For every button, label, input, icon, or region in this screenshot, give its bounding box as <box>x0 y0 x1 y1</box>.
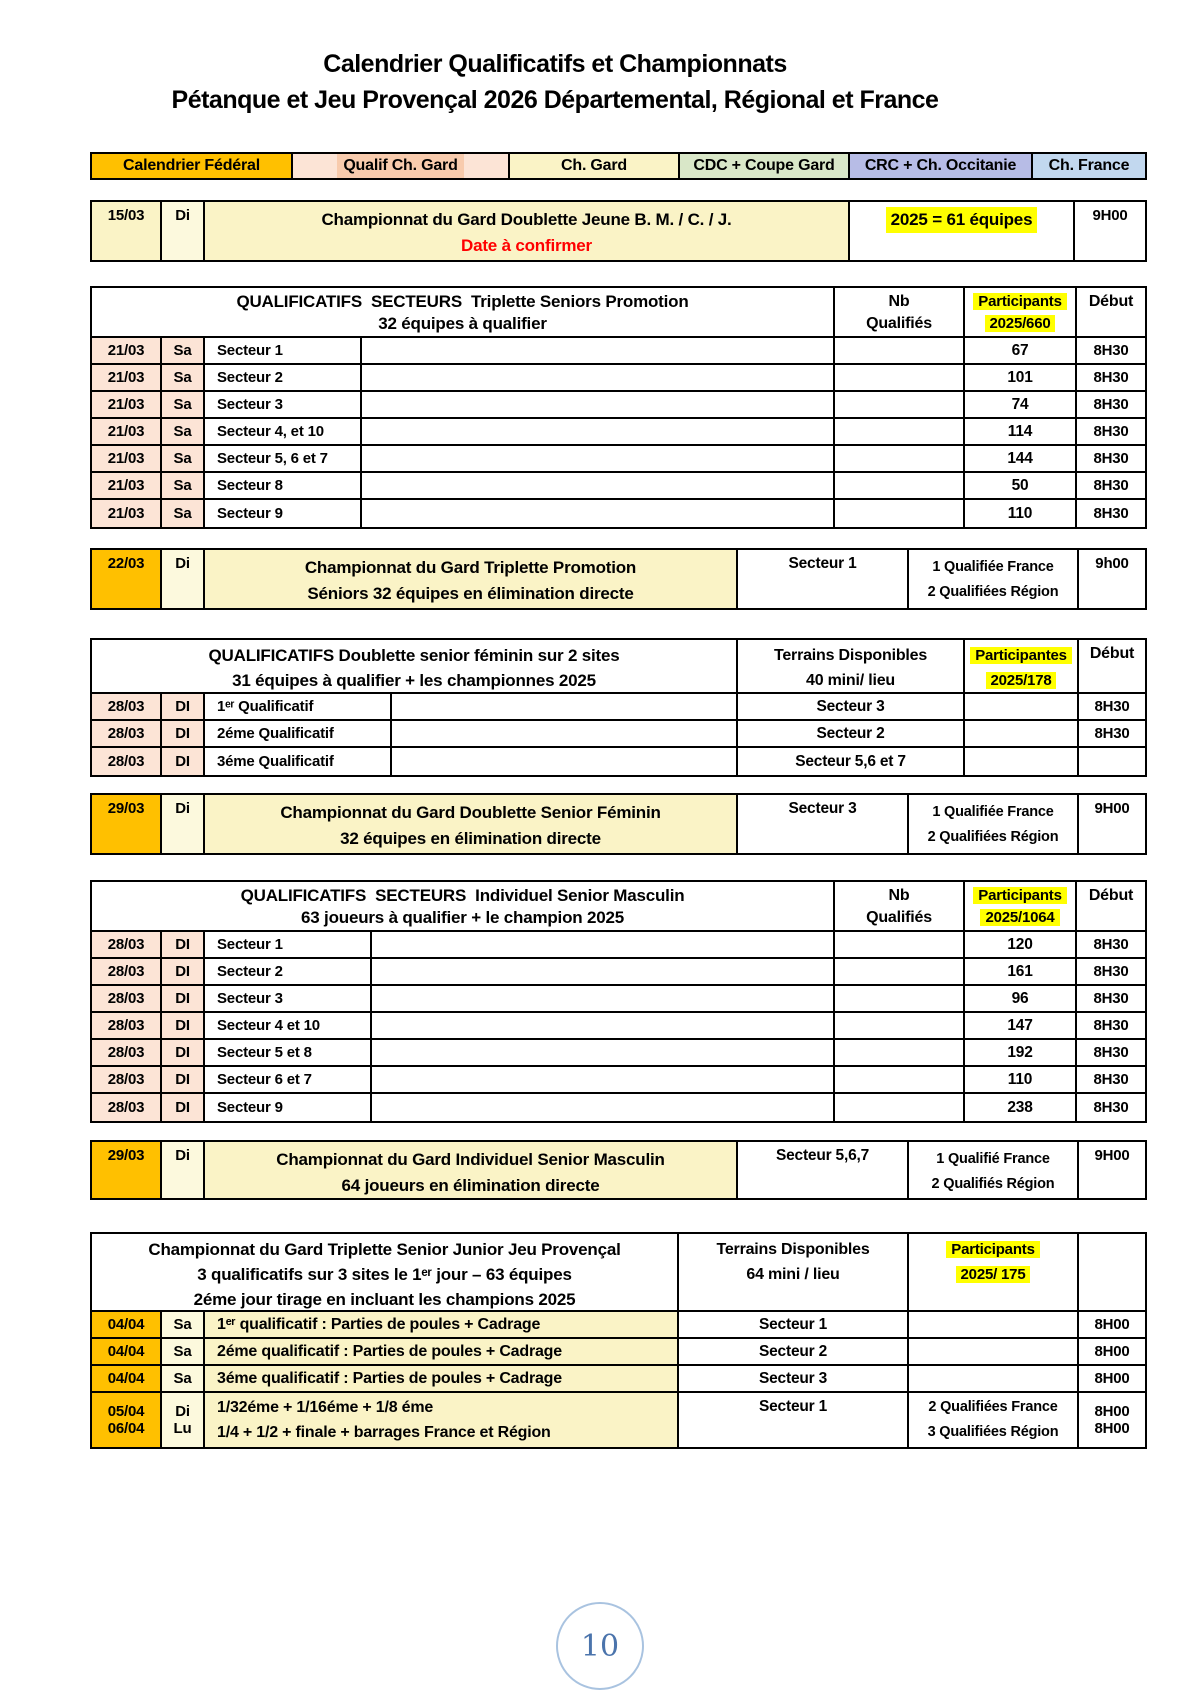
table-row <box>92 1013 1145 1040</box>
table-qualificatifs-individuel-masculin <box>90 880 1147 1123</box>
participants-count: 2025/178 <box>986 672 1057 689</box>
participants-value: 110 <box>965 1067 1077 1092</box>
table-row <box>92 1040 1145 1067</box>
event-qualif-line2: 2 Qualifiés Région <box>931 1176 1055 1192</box>
event-qualif-line2: 2 Qualifiées Région <box>927 584 1059 600</box>
nb-qualifies-cell <box>835 419 965 444</box>
event-secteur: Secteur 1 <box>738 550 909 608</box>
nb-qualifies-header <box>835 882 965 930</box>
table-row <box>92 694 1145 721</box>
table-header-row <box>92 640 1145 694</box>
participants-value: 238 <box>965 1094 1077 1121</box>
event-date: 29/03 <box>92 795 162 853</box>
nb-qualifies-cell <box>835 446 965 471</box>
debut-header: Début <box>1089 645 1135 662</box>
row-dates <box>92 1393 162 1447</box>
row-start-time: 8H30 <box>1093 423 1129 440</box>
table-triplette-senior-junior-jeu-provencal <box>90 1232 1147 1449</box>
event-day: Di <box>162 1142 205 1198</box>
table-row-finals <box>92 1393 1145 1447</box>
row-secteur: Secteur 2 <box>679 1339 909 1364</box>
row-qualificatif-label: 3éme qualificatif : Parties de poules + Cadrage <box>205 1366 679 1391</box>
row-date: 28/03 <box>92 1013 162 1038</box>
participants-label-wrap <box>973 291 1066 313</box>
nb-qualifies-header <box>835 288 965 336</box>
event-row-doublette-jeune <box>90 200 1147 262</box>
participants-value: 192 <box>965 1040 1077 1065</box>
event-start-time: 9H00 <box>1094 1147 1130 1164</box>
table-title-line1: Championnat du Gard Triplette Senior Junior Jeu Provençal <box>148 1240 621 1259</box>
event-participants-note: 2025 = 61 équipes <box>886 207 1038 233</box>
row-secteur-label: Secteur 6 et 7 <box>205 1067 372 1092</box>
terrains-line1: Terrains Disponibles <box>716 1241 870 1258</box>
participants-value: 74 <box>965 392 1077 417</box>
table-title-cell <box>92 640 738 692</box>
row-start-time: 8H30 <box>1093 936 1129 953</box>
legend-calendrier-federal: Calendrier Fédéral <box>92 154 293 178</box>
event-title-cell <box>205 550 738 608</box>
row-date: 28/03 <box>92 986 162 1011</box>
row-day: Sa <box>162 473 205 498</box>
participants-value: 147 <box>965 1013 1077 1038</box>
row-finals-label <box>205 1393 679 1447</box>
row-secteur: Secteur 2 <box>738 721 965 746</box>
event-start-time: 9H00 <box>1094 800 1130 817</box>
table-title-line1: QUALIFICATIFS SECTEURS Triplette Seniors Promotion <box>236 292 689 311</box>
qualif-line2: 3 Qualifiées Région <box>927 1424 1059 1440</box>
document-title <box>0 46 1110 118</box>
row-date: 28/03 <box>92 932 162 957</box>
title-line-2: Pétanque et Jeu Provençal 2026 Départemental, Régional et France <box>171 86 939 114</box>
terrains-line1: Terrains Disponibles <box>773 647 928 664</box>
table-qualificatifs-triplette-seniors-promotion <box>90 286 1147 529</box>
table-qualificatifs-doublette-feminin <box>90 638 1147 777</box>
qualifies-cell <box>909 1393 1079 1447</box>
participants-count-wrap <box>956 1262 1031 1287</box>
participants-label: Participants <box>946 1241 1039 1258</box>
event-day: Di <box>162 202 205 260</box>
event-date: 15/03 <box>92 202 162 260</box>
qualifies-cell <box>909 1366 1079 1391</box>
table-row <box>92 932 1145 959</box>
empty-cell <box>392 694 738 719</box>
participants-value: 101 <box>965 365 1077 390</box>
row-day: Sa <box>162 446 205 471</box>
table-row <box>92 1366 1145 1393</box>
event-day: Di <box>162 795 205 853</box>
event-row-individuel-senior-masculin <box>90 1140 1147 1200</box>
row-date: 21/03 <box>92 365 162 390</box>
participants-value: 120 <box>965 932 1077 957</box>
qualifies-cell <box>909 1312 1079 1337</box>
row-secteur-label: Secteur 3 <box>205 986 372 1011</box>
table-title-cell <box>92 1234 679 1310</box>
nb-qualifies-cell <box>835 959 965 984</box>
participants-cell <box>965 721 1079 746</box>
row-day: DI <box>162 748 205 775</box>
event-date: 29/03 <box>92 1142 162 1198</box>
row-start-time: 8H30 <box>1093 963 1129 980</box>
participants-count: 2025/ 175 <box>956 1266 1031 1283</box>
row-start-time: 8H30 <box>1093 1017 1129 1034</box>
event-title-line2: 32 équipes en élimination directe <box>340 829 601 848</box>
row-date: 28/03 <box>92 1067 162 1092</box>
row-start-time: 8H30 <box>1094 698 1130 715</box>
nb-header-line1: Nb <box>888 887 910 904</box>
table-title-line2: 63 joueurs à qualifier + le champion 2025 <box>301 908 624 927</box>
table-row <box>92 392 1145 419</box>
table-header-row <box>92 882 1145 932</box>
legend-qualif-ch-gard <box>293 154 510 178</box>
row-date-line1: 05/04 <box>107 1403 145 1420</box>
row-secteur-label: Secteur 5 et 8 <box>205 1040 372 1065</box>
nb-qualifies-cell <box>835 392 965 417</box>
nb-qualifies-cell <box>835 1013 965 1038</box>
row-date: 28/03 <box>92 748 162 775</box>
empty-cell <box>362 365 835 390</box>
participants-label: Participants <box>973 293 1066 310</box>
table-title-line3: 2éme jour tirage en incluant les champions 2025 <box>193 1290 576 1309</box>
table-row <box>92 1067 1145 1094</box>
event-row-doublette-senior-feminin <box>90 793 1147 855</box>
participants-value: 161 <box>965 959 1077 984</box>
row-secteur-label: Secteur 9 <box>205 500 362 527</box>
empty-cell <box>372 986 835 1011</box>
row-start-time: 8H30 <box>1094 725 1130 742</box>
row-start-time: 8H30 <box>1093 369 1129 386</box>
event-qualifies-cell <box>909 795 1079 853</box>
row-day: DI <box>162 1040 205 1065</box>
row-day: Sa <box>162 338 205 363</box>
participants-count-wrap <box>980 907 1059 929</box>
nb-qualifies-cell <box>835 500 965 527</box>
event-title-cell <box>205 795 738 853</box>
table-header-row <box>92 1234 1145 1312</box>
participants-value: 110 <box>965 500 1077 527</box>
participants-header <box>965 288 1077 336</box>
legend-crc-ch-occitanie: CRC + Ch. Occitanie <box>850 154 1033 178</box>
finals-label-line2: 1/4 + 1/2 + finale + barrages France et Région <box>217 1424 551 1441</box>
legend-cdc-coupe-gard: CDC + Coupe Gard <box>680 154 850 178</box>
participants-cell <box>965 748 1079 775</box>
legend-qualif-ch-gard-label: Qualif Ch. Gard <box>337 154 463 178</box>
debut-header: Début <box>1088 887 1134 904</box>
row-date: 04/04 <box>92 1312 162 1337</box>
nb-header-line2: Qualifiés <box>866 315 932 332</box>
row-date: 21/03 <box>92 500 162 527</box>
row-days <box>162 1393 205 1447</box>
terrains-header <box>738 640 965 692</box>
row-date: 21/03 <box>92 473 162 498</box>
event-start-time: 9h00 <box>1095 555 1129 572</box>
empty-cell <box>372 1067 835 1092</box>
participants-label-wrap <box>973 885 1066 907</box>
event-title-cell <box>205 1142 738 1198</box>
table-row <box>92 1339 1145 1366</box>
row-day: Sa <box>162 1312 205 1337</box>
row-start-time: 8H30 <box>1093 990 1129 1007</box>
row-start-time: 8H00 <box>1094 1370 1130 1387</box>
row-date: 21/03 <box>92 419 162 444</box>
terrains-header <box>679 1234 909 1310</box>
row-day: Sa <box>162 500 205 527</box>
row-start-time: 8H00 <box>1094 1343 1130 1360</box>
nb-qualifies-cell <box>835 1040 965 1065</box>
empty-cell <box>362 392 835 417</box>
table-row <box>92 446 1145 473</box>
row-date: 21/03 <box>92 338 162 363</box>
row-qualificatif-label: 2éme qualificatif : Parties de poules + Cadrage <box>205 1339 679 1364</box>
row-secteur-label: Secteur 2 <box>205 959 372 984</box>
table-title-line2: 31 équipes à qualifier + les championnes 2025 <box>232 671 596 690</box>
table-title-cell <box>92 882 835 930</box>
time-line2: 8H00 <box>1094 1420 1130 1437</box>
empty-cell <box>392 721 738 746</box>
finals-label-line1: 1/32éme + 1/16éme + 1/8 éme <box>217 1399 434 1416</box>
row-start-time: 8H30 <box>1093 1099 1129 1116</box>
nb-qualifies-cell <box>835 338 965 363</box>
participants-header <box>909 1234 1079 1310</box>
participants-label: Participants <box>973 887 1066 904</box>
row-qualificatif-label: 3éme Qualificatif <box>205 748 392 775</box>
row-qualificatif-label: 1ᵉʳ Qualificatif <box>205 694 392 719</box>
row-date: 04/04 <box>92 1366 162 1391</box>
nb-qualifies-cell <box>835 365 965 390</box>
title-line-1: Calendrier Qualificatifs et Championnats <box>323 50 787 78</box>
row-day-line2: Lu <box>173 1420 192 1437</box>
nb-qualifies-cell <box>835 986 965 1011</box>
empty-cell <box>362 446 835 471</box>
event-secteur: Secteur 3 <box>738 795 909 853</box>
row-secteur-label: Secteur 4 et 10 <box>205 1013 372 1038</box>
table-row <box>92 721 1145 748</box>
event-day: Di <box>162 550 205 608</box>
row-date: 21/03 <box>92 446 162 471</box>
legend-ch-france: Ch. France <box>1033 154 1145 178</box>
nb-header-line2: Qualifiés <box>866 909 932 926</box>
row-day: DI <box>162 1067 205 1092</box>
table-row <box>92 500 1145 527</box>
table-title-line1: QUALIFICATIFS SECTEURS Individuel Senior Masculin <box>240 886 685 905</box>
participants-header <box>965 882 1077 930</box>
row-date: 28/03 <box>92 694 162 719</box>
row-secteur-label: Secteur 1 <box>205 338 362 363</box>
table-row <box>92 1312 1145 1339</box>
row-start-time: 8H30 <box>1093 396 1129 413</box>
participants-count-wrap <box>985 313 1056 335</box>
event-secteur: Secteur 5,6,7 <box>738 1142 909 1198</box>
table-row <box>92 338 1145 365</box>
row-secteur: Secteur 3 <box>679 1366 909 1391</box>
event-qualif-line1: 1 Qualifiée France <box>932 804 1054 820</box>
row-day: Sa <box>162 419 205 444</box>
event-participants-note-cell <box>850 202 1075 260</box>
table-row <box>92 365 1145 392</box>
empty-cell <box>362 473 835 498</box>
nb-qualifies-cell <box>835 932 965 957</box>
event-qualif-line2: 2 Qualifiées Région <box>927 829 1059 845</box>
legend-ch-gard: Ch. Gard <box>510 154 680 178</box>
row-secteur-label: Secteur 9 <box>205 1094 372 1121</box>
legend-bar <box>90 152 1147 180</box>
event-row-triplette-promotion <box>90 548 1147 610</box>
page-number: 10 <box>580 1628 620 1664</box>
row-secteur-label: Secteur 8 <box>205 473 362 498</box>
empty-cell <box>362 338 835 363</box>
table-row <box>92 986 1145 1013</box>
row-qualificatif-label: 1ᵉʳ qualificatif : Parties de poules + Cadrage <box>205 1312 679 1337</box>
table-row <box>92 959 1145 986</box>
row-secteur-label: Secteur 5, 6 et 7 <box>205 446 362 471</box>
participants-count-wrap <box>986 668 1057 692</box>
event-date: 22/03 <box>92 550 162 608</box>
participants-header <box>965 640 1079 692</box>
terrains-line2: 64 mini / lieu <box>746 1266 840 1283</box>
row-date: 28/03 <box>92 959 162 984</box>
empty-cell <box>362 419 835 444</box>
qualif-line1: 2 Qualifiées France <box>928 1399 1058 1415</box>
row-start-time <box>1079 748 1145 775</box>
row-secteur: Secteur 5,6 et 7 <box>738 748 965 775</box>
row-day: DI <box>162 1094 205 1121</box>
table-row <box>92 419 1145 446</box>
event-title-line1: Championnat du Gard Doublette Jeune B. M. / C. / J. <box>321 210 732 229</box>
debut-header: Début <box>1088 293 1134 310</box>
table-row <box>92 748 1145 775</box>
row-date: 28/03 <box>92 721 162 746</box>
row-secteur: Secteur 3 <box>738 694 965 719</box>
event-title-line2: 64 joueurs en élimination directe <box>341 1176 600 1195</box>
participants-count: 2025/660 <box>985 315 1056 332</box>
empty-cell <box>372 1013 835 1038</box>
row-secteur-label: Secteur 3 <box>205 392 362 417</box>
row-day: DI <box>162 1013 205 1038</box>
row-day: DI <box>162 986 205 1011</box>
row-start-time: 8H30 <box>1093 342 1129 359</box>
event-title-line2: Séniors 32 équipes en élimination directe <box>307 584 634 603</box>
row-start-time: 8H30 <box>1093 1071 1129 1088</box>
row-secteur-label: Secteur 1 <box>205 932 372 957</box>
row-day: Sa <box>162 1366 205 1391</box>
event-date-a-confirmer: Date à confirmer <box>461 236 592 255</box>
table-title-line1: QUALIFICATIFS Doublette senior féminin sur 2 sites <box>208 646 620 665</box>
participants-count: 2025/1064 <box>980 909 1059 926</box>
qualifies-cell <box>909 1339 1079 1364</box>
event-qualif-line1: 1 Qualifié France <box>936 1151 1050 1167</box>
empty-cell <box>372 932 835 957</box>
event-qualif-line1: 1 Qualifiée France <box>932 559 1054 575</box>
row-qualificatif-label: 2éme Qualificatif <box>205 721 392 746</box>
table-row <box>92 473 1145 500</box>
row-start-time: 8H00 <box>1094 1316 1130 1333</box>
row-day: DI <box>162 959 205 984</box>
event-title-line1: Championnat du Gard Doublette Senior Féminin <box>280 803 661 822</box>
row-start-times <box>1079 1393 1145 1447</box>
row-secteur: Secteur 1 <box>679 1312 909 1337</box>
row-date: 21/03 <box>92 392 162 417</box>
table-title-line2: 32 équipes à qualifier <box>378 314 547 333</box>
empty-cell <box>362 500 835 527</box>
row-secteur: Secteur 1 <box>679 1393 909 1447</box>
event-qualifies-cell <box>909 550 1079 608</box>
participants-cell <box>965 694 1079 719</box>
empty-cell <box>372 1094 835 1121</box>
participants-value: 96 <box>965 986 1077 1011</box>
empty-cell <box>372 959 835 984</box>
event-title-line1: Championnat du Gard Individuel Senior Masculin <box>276 1150 665 1169</box>
row-day: Sa <box>162 392 205 417</box>
nb-qualifies-cell <box>835 473 965 498</box>
participants-label-wrap <box>970 643 1072 668</box>
event-title-cell <box>205 202 850 260</box>
row-date: 28/03 <box>92 1094 162 1121</box>
row-secteur-label: Secteur 4, et 10 <box>205 419 362 444</box>
row-day: Sa <box>162 365 205 390</box>
row-day: DI <box>162 932 205 957</box>
participants-value: 67 <box>965 338 1077 363</box>
participants-value: 144 <box>965 446 1077 471</box>
nb-qualifies-cell <box>835 1067 965 1092</box>
empty-cell <box>372 1040 835 1065</box>
table-title-cell <box>92 288 835 336</box>
time-line1: 8H00 <box>1094 1403 1130 1420</box>
participants-value: 114 <box>965 419 1077 444</box>
row-start-time: 8H30 <box>1093 505 1129 522</box>
row-day-line1: Di <box>175 1403 190 1420</box>
row-start-time: 8H30 <box>1093 450 1129 467</box>
row-start-time: 8H30 <box>1093 1044 1129 1061</box>
row-day: Sa <box>162 1339 205 1364</box>
table-row <box>92 1094 1145 1121</box>
row-date-line2: 06/04 <box>107 1420 145 1437</box>
page-number-badge <box>556 1602 644 1690</box>
nb-header-line1: Nb <box>888 293 910 310</box>
event-qualifies-cell <box>909 1142 1079 1198</box>
row-date: 28/03 <box>92 1040 162 1065</box>
participants-label-wrap <box>946 1237 1039 1262</box>
row-day: DI <box>162 721 205 746</box>
row-date: 04/04 <box>92 1339 162 1364</box>
participants-value: 50 <box>965 473 1077 498</box>
row-start-time: 8H30 <box>1093 477 1129 494</box>
nb-qualifies-cell <box>835 1094 965 1121</box>
terrains-line2: 40 mini/ lieu <box>806 672 895 689</box>
row-day: DI <box>162 694 205 719</box>
table-header-row <box>92 288 1145 338</box>
debut-header-empty <box>1079 1234 1145 1310</box>
event-title-line1: Championnat du Gard Triplette Promotion <box>304 558 637 577</box>
event-start-time: 9H00 <box>1092 207 1128 224</box>
row-secteur-label: Secteur 2 <box>205 365 362 390</box>
empty-cell <box>392 748 738 775</box>
participants-label: Participantes <box>970 647 1072 664</box>
table-title-line2: 3 qualificatifs sur 3 sites le 1ᵉʳ jour – 63 équipes <box>197 1265 572 1284</box>
